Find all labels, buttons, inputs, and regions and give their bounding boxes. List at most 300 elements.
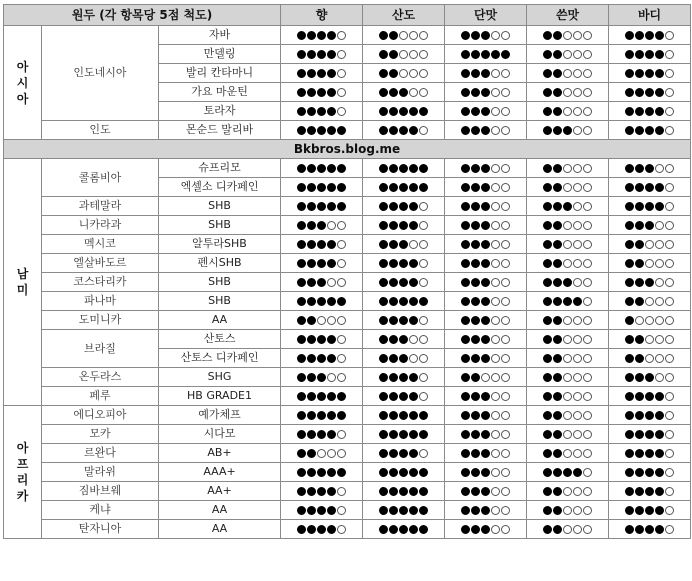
filled-dot-icon (645, 278, 654, 287)
filled-dot-icon (399, 392, 408, 401)
filled-dot-icon (655, 107, 664, 116)
filled-dot-icon (625, 468, 634, 477)
filled-dot-icon (327, 411, 336, 420)
empty-dot-icon (491, 31, 500, 40)
country-cell: 멕시코 (42, 235, 159, 254)
filled-dot-icon (645, 468, 654, 477)
filled-dot-icon (461, 411, 470, 420)
filled-dot-icon (573, 297, 582, 306)
filled-dot-icon (553, 259, 562, 268)
filled-dot-icon (553, 316, 562, 325)
score-body-cell (609, 83, 691, 102)
score-body-cell (609, 444, 691, 463)
score-bitterness-cell (527, 368, 609, 387)
score-body-cell (609, 463, 691, 482)
empty-dot-icon (573, 373, 582, 382)
filled-dot-icon (327, 31, 336, 40)
filled-dot-icon (399, 354, 408, 363)
filled-dot-icon (553, 487, 562, 496)
score-body-cell (609, 368, 691, 387)
score-aroma-cell (281, 254, 363, 273)
filled-dot-icon (553, 354, 562, 363)
filled-dot-icon (553, 221, 562, 230)
empty-dot-icon (573, 221, 582, 230)
empty-dot-icon (501, 259, 510, 268)
empty-dot-icon (583, 506, 592, 515)
filled-dot-icon (461, 316, 470, 325)
empty-dot-icon (337, 259, 346, 268)
filled-dot-icon (491, 50, 500, 59)
score-aroma-cell (281, 83, 363, 102)
score-aroma-cell (281, 501, 363, 520)
empty-dot-icon (665, 373, 674, 382)
filled-dot-icon (481, 525, 490, 534)
score-body-cell (609, 292, 691, 311)
empty-dot-icon (501, 506, 510, 515)
empty-dot-icon (665, 50, 674, 59)
filled-dot-icon (307, 487, 316, 496)
country-cell: 니카라과 (42, 216, 159, 235)
filled-dot-icon (409, 449, 418, 458)
score-aroma-cell (281, 349, 363, 368)
score-aroma-cell (281, 64, 363, 83)
filled-dot-icon (297, 31, 306, 40)
score-sweetness-cell (445, 64, 527, 83)
variety-cell: 알투라SHB (159, 235, 281, 254)
score-aroma-cell (281, 292, 363, 311)
filled-dot-icon (471, 278, 480, 287)
empty-dot-icon (419, 221, 428, 230)
filled-dot-icon (297, 164, 306, 173)
filled-dot-icon (553, 107, 562, 116)
filled-dot-icon (409, 411, 418, 420)
empty-dot-icon (583, 297, 592, 306)
filled-dot-icon (471, 202, 480, 211)
filled-dot-icon (389, 354, 398, 363)
score-acidity-cell (363, 121, 445, 140)
country-cell: 콜롬비아 (42, 159, 159, 197)
filled-dot-icon (389, 449, 398, 458)
variety-cell: 발리 칸타마니 (159, 64, 281, 83)
filled-dot-icon (645, 449, 654, 458)
score-acidity-cell (363, 216, 445, 235)
filled-dot-icon (461, 240, 470, 249)
filled-dot-icon (399, 373, 408, 382)
filled-dot-icon (307, 107, 316, 116)
filled-dot-icon (471, 487, 480, 496)
empty-dot-icon (655, 164, 664, 173)
filled-dot-icon (409, 126, 418, 135)
score-sweetness-cell (445, 368, 527, 387)
empty-dot-icon (573, 449, 582, 458)
variety-cell: AA (159, 501, 281, 520)
score-bitterness-cell (527, 349, 609, 368)
filled-dot-icon (409, 487, 418, 496)
filled-dot-icon (327, 69, 336, 78)
empty-dot-icon (665, 354, 674, 363)
empty-dot-icon (573, 259, 582, 268)
filled-dot-icon (317, 126, 326, 135)
empty-dot-icon (573, 354, 582, 363)
filled-dot-icon (399, 335, 408, 344)
filled-dot-icon (337, 202, 346, 211)
empty-dot-icon (563, 221, 572, 230)
score-sweetness-cell (445, 83, 527, 102)
score-bitterness-cell (527, 406, 609, 425)
filled-dot-icon (419, 164, 428, 173)
empty-dot-icon (665, 278, 674, 287)
filled-dot-icon (317, 373, 326, 382)
score-acidity-cell (363, 159, 445, 178)
score-bitterness-cell (527, 102, 609, 121)
filled-dot-icon (481, 202, 490, 211)
filled-dot-icon (645, 373, 654, 382)
empty-dot-icon (573, 487, 582, 496)
score-aroma-cell (281, 330, 363, 349)
filled-dot-icon (399, 221, 408, 230)
score-acidity-cell (363, 178, 445, 197)
filled-dot-icon (327, 525, 336, 534)
empty-dot-icon (563, 354, 572, 363)
filled-dot-icon (625, 297, 634, 306)
empty-dot-icon (645, 240, 654, 249)
empty-dot-icon (419, 449, 428, 458)
empty-dot-icon (665, 107, 674, 116)
empty-dot-icon (501, 487, 510, 496)
empty-dot-icon (419, 373, 428, 382)
filled-dot-icon (317, 468, 326, 477)
empty-dot-icon (491, 240, 500, 249)
empty-dot-icon (337, 335, 346, 344)
empty-dot-icon (491, 487, 500, 496)
filled-dot-icon (379, 183, 388, 192)
empty-dot-icon (317, 449, 326, 458)
table-row (4, 444, 691, 463)
filled-dot-icon (327, 297, 336, 306)
filled-dot-icon (389, 31, 398, 40)
filled-dot-icon (379, 449, 388, 458)
filled-dot-icon (635, 31, 644, 40)
filled-dot-icon (461, 126, 470, 135)
filled-dot-icon (471, 468, 480, 477)
table-row (4, 121, 691, 140)
filled-dot-icon (481, 316, 490, 325)
empty-dot-icon (635, 316, 644, 325)
filled-dot-icon (399, 449, 408, 458)
filled-dot-icon (297, 259, 306, 268)
variety-cell: AA (159, 520, 281, 539)
filled-dot-icon (327, 487, 336, 496)
filled-dot-icon (553, 164, 562, 173)
empty-dot-icon (583, 202, 592, 211)
empty-dot-icon (327, 221, 336, 230)
filled-dot-icon (635, 88, 644, 97)
filled-dot-icon (379, 240, 388, 249)
filled-dot-icon (655, 506, 664, 515)
empty-dot-icon (583, 335, 592, 344)
score-bitterness-cell (527, 216, 609, 235)
empty-dot-icon (337, 354, 346, 363)
filled-dot-icon (481, 430, 490, 439)
filled-dot-icon (471, 107, 480, 116)
filled-dot-icon (419, 411, 428, 420)
filled-dot-icon (655, 411, 664, 420)
filled-dot-icon (543, 107, 552, 116)
filled-dot-icon (461, 278, 470, 287)
filled-dot-icon (389, 316, 398, 325)
filled-dot-icon (573, 468, 582, 477)
filled-dot-icon (553, 297, 562, 306)
empty-dot-icon (665, 88, 674, 97)
filled-dot-icon (389, 430, 398, 439)
empty-dot-icon (501, 31, 510, 40)
empty-dot-icon (583, 316, 592, 325)
empty-dot-icon (337, 449, 346, 458)
filled-dot-icon (635, 506, 644, 515)
variety-cell: 산토스 디카페인 (159, 349, 281, 368)
score-sweetness-cell (445, 178, 527, 197)
filled-dot-icon (461, 221, 470, 230)
filled-dot-icon (317, 50, 326, 59)
filled-dot-icon (655, 202, 664, 211)
filled-dot-icon (635, 183, 644, 192)
filled-dot-icon (481, 354, 490, 363)
country-cell: 케냐 (42, 501, 159, 520)
filled-dot-icon (307, 468, 316, 477)
empty-dot-icon (583, 88, 592, 97)
filled-dot-icon (461, 259, 470, 268)
filled-dot-icon (481, 183, 490, 192)
variety-cell: 예가체프 (159, 406, 281, 425)
filled-dot-icon (337, 126, 346, 135)
empty-dot-icon (419, 202, 428, 211)
filled-dot-icon (337, 183, 346, 192)
empty-dot-icon (501, 221, 510, 230)
filled-dot-icon (399, 297, 408, 306)
empty-dot-icon (583, 107, 592, 116)
empty-dot-icon (573, 316, 582, 325)
score-body-cell (609, 121, 691, 140)
filled-dot-icon (409, 430, 418, 439)
empty-dot-icon (655, 278, 664, 287)
variety-cell: 토라자 (159, 102, 281, 121)
filled-dot-icon (471, 183, 480, 192)
country-cell: 코스타리카 (42, 273, 159, 292)
filled-dot-icon (481, 468, 490, 477)
filled-dot-icon (645, 31, 654, 40)
empty-dot-icon (665, 411, 674, 420)
country-cell: 브라질 (42, 330, 159, 368)
score-aroma-cell (281, 406, 363, 425)
filled-dot-icon (471, 354, 480, 363)
empty-dot-icon (583, 354, 592, 363)
filled-dot-icon (317, 430, 326, 439)
score-bitterness-cell (527, 159, 609, 178)
filled-dot-icon (409, 297, 418, 306)
empty-dot-icon (491, 183, 500, 192)
filled-dot-icon (379, 259, 388, 268)
score-aroma-cell (281, 45, 363, 64)
filled-dot-icon (419, 107, 428, 116)
table-row (4, 311, 691, 330)
origin-header: 원두 (각 항목당 5점 척도) (4, 5, 281, 26)
filled-dot-icon (543, 259, 552, 268)
filled-dot-icon (399, 430, 408, 439)
score-body-cell (609, 102, 691, 121)
filled-dot-icon (563, 126, 572, 135)
attr-header-bitterness: 쓴맛 (527, 5, 609, 26)
filled-dot-icon (297, 506, 306, 515)
filled-dot-icon (297, 278, 306, 287)
filled-dot-icon (317, 240, 326, 249)
score-acidity-cell (363, 520, 445, 539)
filled-dot-icon (635, 202, 644, 211)
filled-dot-icon (317, 202, 326, 211)
filled-dot-icon (379, 430, 388, 439)
filled-dot-icon (379, 202, 388, 211)
filled-dot-icon (471, 240, 480, 249)
filled-dot-icon (481, 221, 490, 230)
filled-dot-icon (625, 278, 634, 287)
score-acidity-cell (363, 463, 445, 482)
score-acidity-cell (363, 311, 445, 330)
filled-dot-icon (543, 202, 552, 211)
empty-dot-icon (665, 183, 674, 192)
score-body-cell (609, 520, 691, 539)
filled-dot-icon (635, 449, 644, 458)
filled-dot-icon (543, 468, 552, 477)
region-cell (4, 159, 42, 406)
filled-dot-icon (379, 278, 388, 287)
filled-dot-icon (317, 183, 326, 192)
filled-dot-icon (625, 354, 634, 363)
table-row (4, 368, 691, 387)
empty-dot-icon (645, 354, 654, 363)
empty-dot-icon (665, 221, 674, 230)
score-acidity-cell (363, 254, 445, 273)
score-body-cell (609, 178, 691, 197)
empty-dot-icon (337, 316, 346, 325)
score-sweetness-cell (445, 406, 527, 425)
filled-dot-icon (655, 449, 664, 458)
empty-dot-icon (337, 430, 346, 439)
filled-dot-icon (635, 373, 644, 382)
score-body-cell (609, 26, 691, 45)
variety-cell: AAA+ (159, 463, 281, 482)
filled-dot-icon (543, 183, 552, 192)
filled-dot-icon (409, 259, 418, 268)
empty-dot-icon (573, 88, 582, 97)
empty-dot-icon (665, 449, 674, 458)
filled-dot-icon (625, 202, 634, 211)
filled-dot-icon (655, 69, 664, 78)
filled-dot-icon (389, 506, 398, 515)
score-aroma-cell (281, 216, 363, 235)
filled-dot-icon (655, 183, 664, 192)
filled-dot-icon (419, 487, 428, 496)
empty-dot-icon (419, 88, 428, 97)
score-sweetness-cell (445, 520, 527, 539)
empty-dot-icon (573, 107, 582, 116)
filled-dot-icon (307, 50, 316, 59)
filled-dot-icon (307, 278, 316, 287)
filled-dot-icon (297, 525, 306, 534)
score-sweetness-cell (445, 311, 527, 330)
filled-dot-icon (635, 259, 644, 268)
filled-dot-icon (389, 278, 398, 287)
empty-dot-icon (419, 240, 428, 249)
filled-dot-icon (553, 468, 562, 477)
empty-dot-icon (491, 259, 500, 268)
filled-dot-icon (317, 487, 326, 496)
empty-dot-icon (491, 221, 500, 230)
filled-dot-icon (399, 107, 408, 116)
filled-dot-icon (389, 202, 398, 211)
score-body-cell (609, 159, 691, 178)
filled-dot-icon (543, 449, 552, 458)
filled-dot-icon (389, 88, 398, 97)
filled-dot-icon (625, 430, 634, 439)
score-acidity-cell (363, 26, 445, 45)
variety-cell: 시다모 (159, 425, 281, 444)
filled-dot-icon (481, 335, 490, 344)
filled-dot-icon (297, 183, 306, 192)
score-body-cell (609, 64, 691, 83)
variety-cell: AB+ (159, 444, 281, 463)
filled-dot-icon (327, 468, 336, 477)
empty-dot-icon (337, 278, 346, 287)
filled-dot-icon (481, 449, 490, 458)
empty-dot-icon (645, 259, 654, 268)
empty-dot-icon (563, 259, 572, 268)
score-acidity-cell (363, 501, 445, 520)
score-acidity-cell (363, 64, 445, 83)
filled-dot-icon (399, 202, 408, 211)
score-bitterness-cell (527, 292, 609, 311)
filled-dot-icon (645, 202, 654, 211)
filled-dot-icon (635, 468, 644, 477)
filled-dot-icon (543, 525, 552, 534)
filled-dot-icon (481, 278, 490, 287)
empty-dot-icon (583, 69, 592, 78)
filled-dot-icon (655, 31, 664, 40)
filled-dot-icon (409, 107, 418, 116)
empty-dot-icon (563, 69, 572, 78)
filled-dot-icon (635, 69, 644, 78)
score-sweetness-cell (445, 159, 527, 178)
filled-dot-icon (389, 525, 398, 534)
empty-dot-icon (317, 316, 326, 325)
score-sweetness-cell (445, 235, 527, 254)
filled-dot-icon (327, 430, 336, 439)
empty-dot-icon (409, 88, 418, 97)
filled-dot-icon (399, 240, 408, 249)
filled-dot-icon (297, 202, 306, 211)
filled-dot-icon (461, 183, 470, 192)
region-label: 아 시 아 (16, 59, 29, 106)
filled-dot-icon (297, 468, 306, 477)
filled-dot-icon (327, 506, 336, 515)
empty-dot-icon (563, 31, 572, 40)
filled-dot-icon (625, 221, 634, 230)
score-sweetness-cell (445, 45, 527, 64)
attr-header-acidity: 산도 (363, 5, 445, 26)
filled-dot-icon (655, 487, 664, 496)
score-aroma-cell (281, 463, 363, 482)
variety-cell: SHB (159, 292, 281, 311)
empty-dot-icon (563, 335, 572, 344)
empty-dot-icon (337, 373, 346, 382)
